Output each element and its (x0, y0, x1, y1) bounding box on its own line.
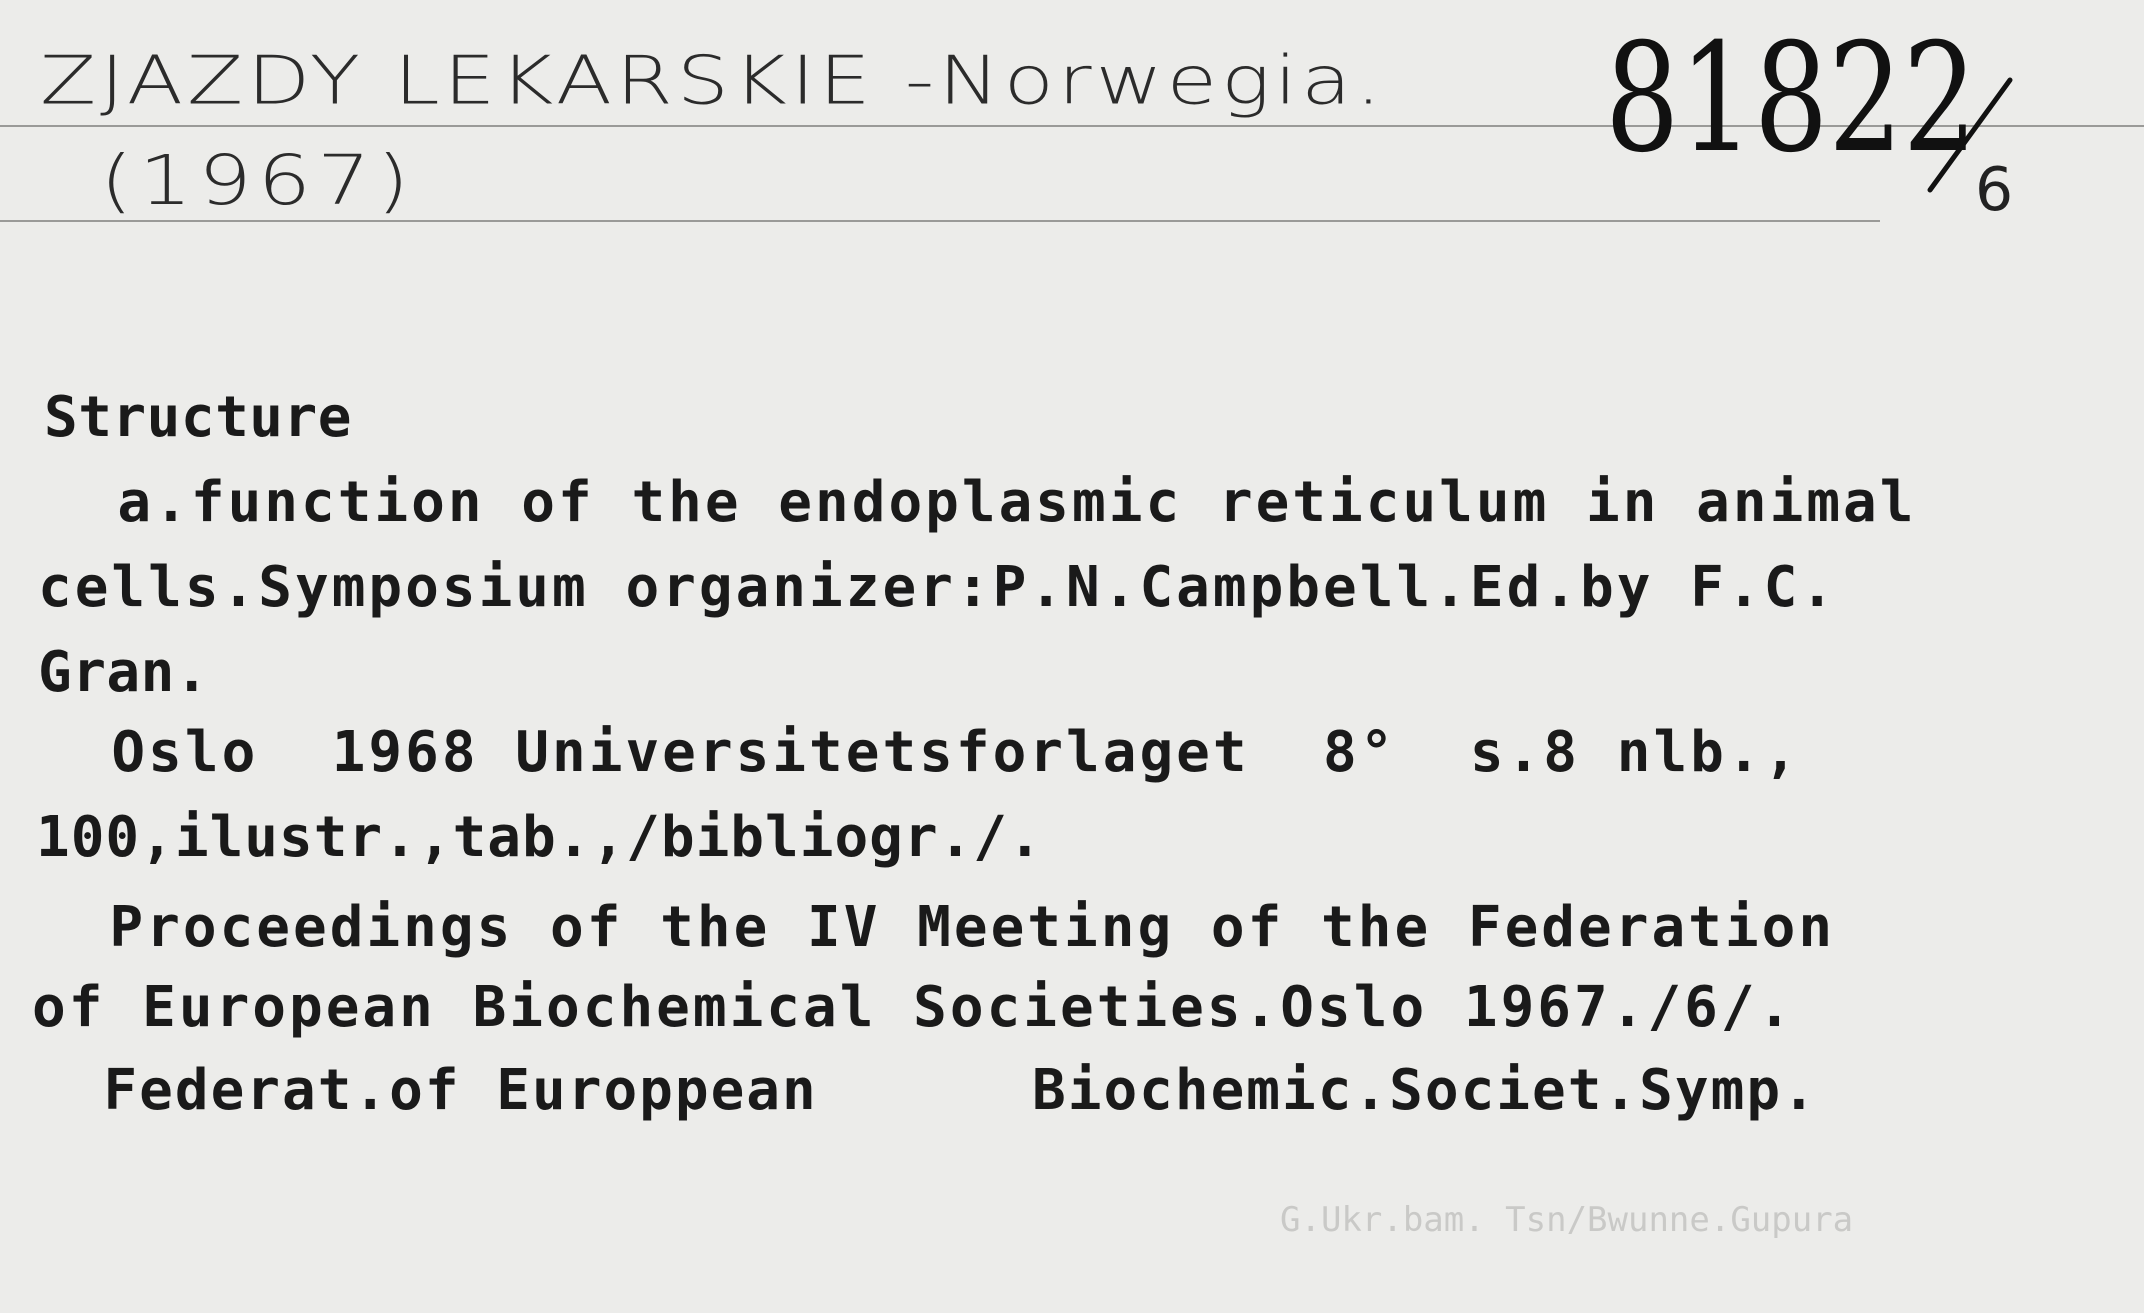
entry-line: cells.Symposium organizer:P.N.Campbell.Ed.by F.C. (38, 555, 1838, 620)
entry-line: Oslo 1968 Universitetsforlaget 8° s.8 nlb., (38, 720, 1801, 785)
faint-bleed-text: G.Ukr.bam. Tsn/Bwunne.Gupura (1280, 1200, 1854, 1240)
call-number-suffix: 6 (1975, 155, 2014, 220)
entry-line: Structure (44, 385, 352, 450)
subject-heading: ZJAZDY LEKARSKIE -Norwegia. (40, 42, 1386, 120)
entry-line: 100,ilustr.,tab.,/bibliogr./. (36, 805, 1043, 870)
entry-line: of European Biochemical Societies.Oslo 1967./6/. (32, 975, 1795, 1040)
entry-line: Federat.of Europpean Biochemic.Societ.Symp. (32, 1058, 1818, 1123)
entry-line: a.function of the endoplasmic reticulum in animal (44, 470, 1917, 535)
call-number-fraction (1900, 60, 2050, 220)
call-number: 81822 (1605, 12, 1978, 186)
entry-line: Gran. (38, 640, 210, 705)
subject-year: (1967) (100, 140, 416, 221)
entry-line: Proceedings of the IV Meeting of the Federation (36, 895, 1836, 960)
